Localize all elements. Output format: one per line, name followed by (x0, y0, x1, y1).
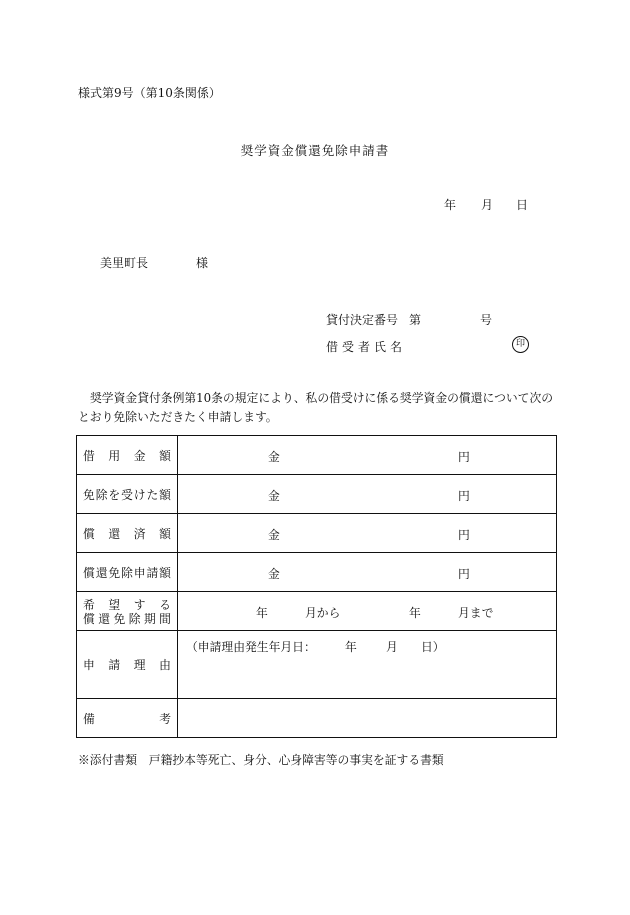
loan-decision-suffix: 号 (480, 313, 493, 327)
yen-label: 円 (458, 489, 470, 503)
requested-amount-field[interactable] (178, 553, 557, 592)
reason-day-label: 日） (421, 640, 445, 654)
addressee-name: 美里町長 (100, 256, 149, 270)
label-text (77, 525, 177, 542)
seal-mark: 印 (512, 336, 529, 353)
kin-label: 金 (268, 567, 280, 581)
date-day-label: 日 (516, 198, 529, 212)
table-row-exempted-amount (77, 475, 557, 514)
label-text (77, 486, 177, 503)
row-label (77, 553, 178, 592)
from-month-label: 月から (305, 606, 341, 620)
table-row-remarks (77, 699, 557, 738)
label-char: け (133, 487, 146, 502)
label-char: 還 (98, 611, 111, 626)
label-char: 除 (128, 611, 141, 626)
row-label (77, 631, 178, 699)
page-title: 奨学資金償還免除申請書 (240, 143, 390, 158)
table-row-loan-amount (77, 436, 557, 475)
label-char: 申 (133, 565, 146, 580)
yen-label: 円 (458, 450, 470, 464)
label-char: 免 (113, 611, 126, 626)
row-label (77, 475, 178, 514)
label-char: 受 (121, 487, 133, 502)
exempted-amount-field[interactable] (178, 475, 557, 514)
row-label (77, 514, 178, 553)
repaid-amount-field[interactable] (178, 514, 557, 553)
reason-month-label: 月 (386, 640, 398, 654)
label-char: 免 (83, 487, 95, 502)
application-table (76, 435, 557, 738)
period-field[interactable] (178, 592, 557, 631)
yen-label: 円 (458, 567, 470, 581)
label-char: 望 (108, 597, 121, 612)
label-char: 除 (95, 487, 108, 502)
label-char: 理 (133, 658, 146, 672)
label-char: た (146, 487, 159, 502)
label-char: 額 (159, 565, 171, 580)
kin-label: 金 (268, 450, 280, 464)
date-month-label: 月 (481, 198, 494, 212)
label-char: 除 (121, 565, 133, 580)
loan-decision-number (326, 311, 493, 328)
label-char: る (159, 597, 171, 612)
label-char: 額 (159, 448, 171, 463)
kin-label: 金 (268, 528, 280, 542)
attachments-note: ※添付書類 戸籍抄本等死亡、身分、心身障害等の事実を証する書類 (78, 753, 444, 767)
label-char: す (133, 597, 146, 612)
table-row-repaid-amount (77, 514, 557, 553)
label-char: 済 (133, 526, 146, 541)
table-row-requested-amount (77, 553, 557, 592)
label-text (77, 447, 177, 464)
loan-amount-field[interactable] (178, 436, 557, 475)
row-label (77, 436, 178, 475)
reason-date-open: （申請理由発生年月日： (186, 640, 316, 654)
borrower-name-label: 借受者氏名 (326, 340, 407, 354)
label-char: 免 (108, 565, 121, 580)
label-char: 用 (108, 448, 121, 463)
from-year-label: 年 (256, 606, 268, 620)
label-char: 由 (159, 658, 171, 672)
period-label-line2 (77, 612, 177, 626)
label-char: 借 (83, 448, 95, 463)
label-char: 希 (83, 597, 95, 612)
label-char: 償 (83, 611, 95, 626)
label-text (77, 710, 177, 727)
label-char: 金 (133, 448, 146, 463)
row-label (77, 592, 178, 631)
label-text (77, 564, 177, 581)
label-char: 考 (159, 711, 171, 726)
form-number: 様式第9号（第10条関係） (78, 86, 221, 100)
to-month-label: 月まで (458, 606, 494, 620)
label-char: を (108, 487, 121, 502)
loan-decision-prefix: 第 (409, 313, 422, 327)
label-char: 申 (83, 658, 95, 672)
to-year-label: 年 (409, 606, 421, 620)
label-char: 請 (108, 658, 121, 672)
label-char: 額 (159, 487, 171, 502)
label-char: 額 (159, 526, 171, 541)
label-char: 間 (159, 611, 171, 626)
reason-field[interactable] (178, 631, 557, 699)
addressee-honorific: 様 (196, 256, 209, 270)
row-label (77, 699, 178, 738)
label-char: 償 (83, 565, 95, 580)
label-char: 還 (95, 565, 108, 580)
addressee (100, 254, 209, 271)
table-row-period (77, 592, 557, 631)
loan-decision-label: 貸付決定番号 (326, 313, 399, 327)
kin-label: 金 (268, 489, 280, 503)
table-row-reason (77, 631, 557, 699)
intro-text: 奨学資金貸付条例第10条の規定により、私の借受けに係る奨学資金の償還について次のとおり免除いただきたく申請します。 (78, 391, 554, 424)
period-label-line1 (77, 598, 177, 612)
label-char: 備 (83, 711, 95, 726)
remarks-field[interactable] (178, 699, 557, 738)
label-char: 請 (146, 565, 159, 580)
reason-year-label: 年 (345, 640, 357, 654)
yen-label: 円 (458, 528, 470, 542)
label-char: 還 (108, 526, 121, 541)
label-char: 期 (143, 611, 156, 626)
date-year-label: 年 (444, 198, 457, 212)
label-text (77, 656, 177, 673)
label-char: 償 (83, 526, 95, 541)
